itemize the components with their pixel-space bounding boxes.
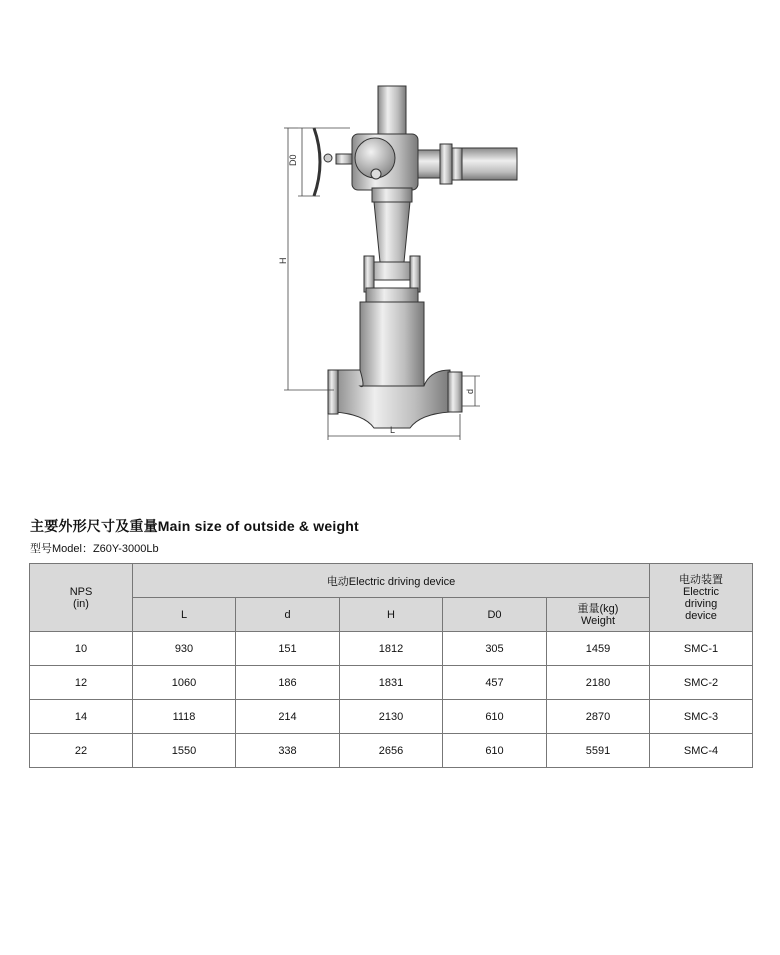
cell-device: SMC-4 (650, 734, 753, 768)
cell-h: 2130 (340, 700, 443, 734)
section-title: 主要外形尺寸及重量Main size of outside & weight (30, 518, 359, 534)
cell-h: 1831 (340, 666, 443, 700)
stem-top (378, 86, 406, 136)
label-h: H (278, 257, 288, 264)
cell-h: 2656 (340, 734, 443, 768)
cell-device: SMC-3 (650, 700, 753, 734)
cell-weight: 2870 (547, 700, 650, 734)
cell-l: 1118 (133, 700, 236, 734)
cell-weight: 5591 (547, 734, 650, 768)
model-label: 型号Model：Z60Y-3000Lb (30, 543, 159, 555)
header-d0: D0 (443, 598, 547, 632)
cell-weight: 2180 (547, 666, 650, 700)
cell-l: 1060 (133, 666, 236, 700)
cell-d0: 610 (443, 700, 547, 734)
header-device: 电动装置 Electric driving device (650, 564, 753, 632)
cell-d0: 305 (443, 632, 547, 666)
bonnet (360, 302, 424, 386)
header-d: d (236, 598, 340, 632)
label-l: L (390, 425, 396, 435)
cell-l: 1550 (133, 734, 236, 768)
label-d: d (465, 388, 475, 394)
header-nps: NPS (in) (30, 564, 133, 632)
yoke (374, 202, 410, 262)
header-l: L (133, 598, 236, 632)
table-row (30, 632, 753, 666)
cell-d: 151 (236, 632, 340, 666)
table-row (30, 734, 753, 768)
cell-nps: 22 (30, 734, 133, 768)
dimension-table (29, 563, 753, 768)
table-row (30, 700, 753, 734)
cell-d0: 610 (443, 734, 547, 768)
header-h: H (340, 598, 443, 632)
motor (462, 148, 517, 180)
table-row (30, 666, 753, 700)
cell-device: SMC-1 (650, 632, 753, 666)
cell-d: 338 (236, 734, 340, 768)
valve-drawing (250, 70, 550, 450)
cell-d: 186 (236, 666, 340, 700)
left-end (328, 370, 338, 414)
cell-device: SMC-2 (650, 666, 753, 700)
cell-h: 1812 (340, 632, 443, 666)
header-group: 电动Electric driving device (133, 564, 650, 598)
cell-weight: 1459 (547, 632, 650, 666)
cell-nps: 14 (30, 700, 133, 734)
cell-nps: 10 (30, 632, 133, 666)
right-end (448, 372, 462, 412)
cell-l: 930 (133, 632, 236, 666)
cell-d0: 457 (443, 666, 547, 700)
header-weight: 重量(kg) Weight (547, 598, 650, 632)
label-d0: D0 (288, 154, 298, 166)
cell-nps: 12 (30, 666, 133, 700)
cell-d: 214 (236, 700, 340, 734)
